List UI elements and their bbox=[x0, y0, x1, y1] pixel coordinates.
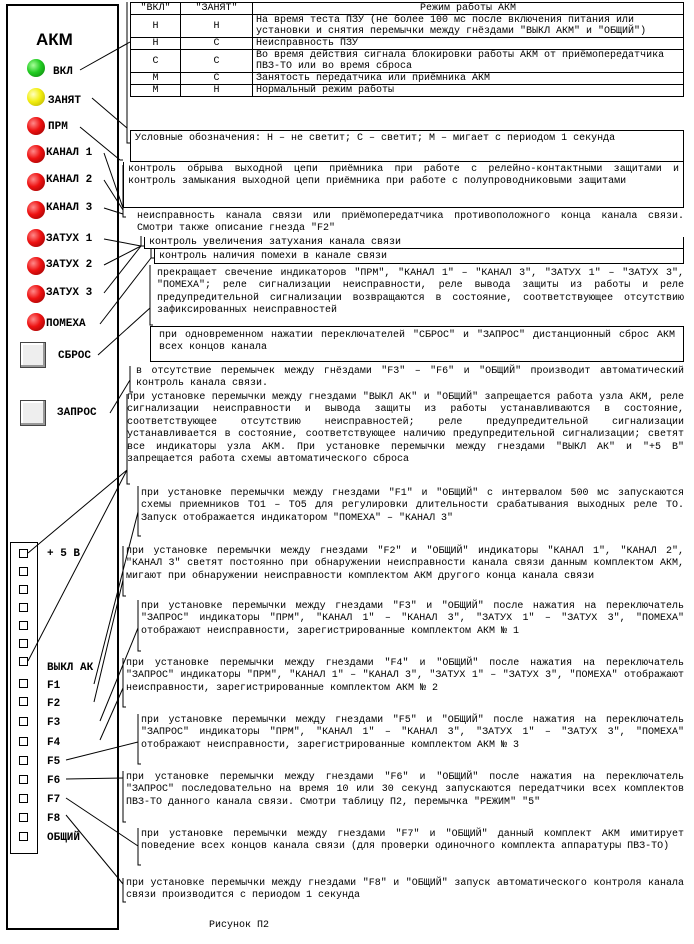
table-cell: Нормальный режим работы bbox=[253, 85, 684, 97]
table-cell: Во время действия сигнала блокировки работы АКМ от приёмопередатчика ПВЗ-ТО или во время сброса bbox=[253, 50, 684, 73]
led-vkl bbox=[27, 59, 45, 77]
desc-vykl-ak: при установке перемычки между гнездами "ВЫКЛ АК" и "ОБЩИЙ" запрещается работа узла АКМ, реле сигнализации неисправности и вывода защиты из работы устанавливаются в состояние, соответствующее отсутствию неисправностей; реле предупредительной сигнализации устанавливается в состояние, соответствующее наличию предупредительной сигнализации; светят все индикаторы узла АКМ. При установке перемычки между гнездами "ВЫКЛ АК" и "+5 В" запрещается работа схемы автоматического сброса bbox=[127, 392, 684, 466]
label-f1: F1 bbox=[47, 680, 61, 692]
desc-simultaneous: при одновременном нажатии переключателей "СБРОС" и "ЗАПРОС" дистанционный сброс АКМ всех концов канала bbox=[150, 326, 684, 362]
mode-table bbox=[130, 2, 684, 97]
table-cell: М bbox=[131, 73, 181, 85]
panel-title: АКМ bbox=[36, 30, 73, 49]
desc-zapros: в отсутствие перемычек между гнёздами "F3" – "F6" и "ОБЩИЙ" производит автоматический контроль канала связи. bbox=[136, 366, 684, 390]
label-plus5v: + 5 В bbox=[47, 548, 81, 560]
table-row bbox=[131, 50, 684, 73]
desc-kanal: неисправность канала связи или приёмопередатчика противоположного конца канала связи. Смотри также описание гнезда "F2" bbox=[137, 211, 684, 235]
table-row bbox=[131, 15, 684, 38]
led-kanal-3 bbox=[27, 201, 45, 219]
label-zanyat: ЗАНЯТ bbox=[48, 95, 82, 107]
label-pomeha: ПОМЕХА bbox=[46, 318, 86, 330]
jack-f2[interactable] bbox=[19, 697, 28, 706]
table-cell: Н bbox=[131, 15, 181, 38]
jack[interactable] bbox=[19, 621, 28, 630]
jack[interactable] bbox=[19, 585, 28, 594]
label-prm: ПРМ bbox=[48, 121, 68, 133]
jack-plus5v[interactable] bbox=[19, 549, 28, 558]
led-zatuh-2 bbox=[27, 257, 45, 275]
desc-f8: при установке перемычки между гнездами "F8" и "ОБЩИЙ" запуск автоматического контроля канала связи производится с периодом 1 секунда bbox=[126, 878, 684, 902]
jack[interactable] bbox=[19, 639, 28, 648]
label-zatuh-2: ЗАТУХ 2 bbox=[46, 259, 93, 271]
table-cell: М bbox=[131, 85, 181, 97]
table-cell: Н bbox=[181, 15, 253, 38]
table-cell: Неисправность ПЗУ bbox=[253, 38, 684, 50]
desc-f6: при установке перемычки между гнездами "F6" и "ОБЩИЙ" после нажатия на переключатель "ЗАПРОС" последовательно на время 10 или 30 секунд запускаются передатчики всех комплектов ПВЗ-ТО данного канала связи. Смотри таблицу П2, перемычка "РЕЖИМ" "5" bbox=[126, 772, 684, 808]
label-zatuh-1: ЗАТУХ 1 bbox=[46, 233, 93, 245]
jack[interactable] bbox=[19, 603, 28, 612]
table-cell: Н bbox=[131, 38, 181, 50]
jack-f4[interactable] bbox=[19, 737, 28, 746]
label-zatuh-3: ЗАТУХ 3 bbox=[46, 287, 93, 299]
jack-f5[interactable] bbox=[19, 756, 28, 765]
table-header-cell: Режим работы АКМ bbox=[253, 3, 684, 15]
zapros-button[interactable] bbox=[20, 400, 46, 426]
jack-f6[interactable] bbox=[19, 775, 28, 784]
desc-f1: при установке перемычки между гнездами "F1" и "ОБЩИЙ" с интервалом 500 мс запускаются схемы приемников ТО1 – ТО5 для регулировки длительности срабатывания выходных реле ТО. Запуск отображается индикатором "ПОМЕХА" – "КАНАЛ 3" bbox=[141, 488, 684, 524]
label-kanal-1: КАНАЛ 1 bbox=[46, 147, 93, 159]
table-cell: С bbox=[131, 50, 181, 73]
led-kanal-1 bbox=[27, 145, 45, 163]
leader-line-zapros-bracket bbox=[130, 366, 133, 392]
table-legend: Условные обозначения: Н – не светит; С – светит; М – мигает с периодом 1 секунда bbox=[130, 130, 684, 162]
desc-f3: при установке перемычки между гнездами "F3" и "ОБЩИЙ" после нажатия на переключатель "ЗАПРОС" индикаторы "ПРМ", "КАНАЛ 1" – "КАНАЛ 3", "ЗАТУХ 1" – "ЗАТУХ 3", "ПОМЕХА" отображают неисправности, зарегистрированные комплектом АКМ № 1 bbox=[141, 601, 684, 637]
label-kanal-2: КАНАЛ 2 bbox=[46, 174, 93, 186]
led-zanyat bbox=[27, 88, 45, 106]
label-f2: F2 bbox=[47, 698, 61, 710]
desc-zatuh: контроль увеличения затухания канала связи bbox=[144, 237, 684, 249]
table-header-cell: "ЗАНЯТ" bbox=[181, 3, 253, 15]
label-f4: F4 bbox=[47, 737, 61, 749]
table-header-row bbox=[131, 3, 684, 15]
jack-f8[interactable] bbox=[19, 813, 28, 822]
label-sbros: СБРОС bbox=[58, 350, 92, 362]
desc-f4: при установке перемычки между гнездами "F4" и "ОБЩИЙ" после нажатия на переключатель "ЗАПРОС" индикаторы "ПРМ", "КАНАЛ 1" – "КАНАЛ 3", "ЗАТУХ 1" – "ЗАТУХ 3", "ПОМЕХА" отображают неисправности, зарегистрированные комплектом АКМ № 2 bbox=[126, 658, 684, 694]
led-pomeha bbox=[27, 313, 45, 331]
label-f3: F3 bbox=[47, 717, 61, 729]
desc-sbros: прекращает свечение индикаторов "ПРМ", "КАНАЛ 1" – "КАНАЛ 3", "ЗАТУХ 1" – "ЗАТУХ 3", "ПОМЕХА"; реле сигнализации неисправности, реле вывода защиты из работы и реле предупредительной сигнализации возвращаются в состояние, соответствующее отсутствию зафиксированных неисправностей bbox=[157, 268, 684, 317]
jack-f3[interactable] bbox=[19, 717, 28, 726]
table-row bbox=[131, 38, 684, 50]
jack-vykl-ak[interactable] bbox=[19, 657, 28, 666]
led-zatuh-3 bbox=[27, 285, 45, 303]
table-cell: На время теста ПЗУ (не более 100 мс после включения питания или установки и снятия перемычки между гнёздами "ВЫКЛ АКМ" и "ОБЩИЙ") bbox=[253, 15, 684, 38]
label-f6: F6 bbox=[47, 775, 61, 787]
jack-f7[interactable] bbox=[19, 794, 28, 803]
label-vkl: ВКЛ bbox=[53, 66, 73, 78]
led-prm bbox=[27, 117, 45, 135]
jack[interactable] bbox=[19, 567, 28, 576]
label-common: ОБЩИЙ bbox=[47, 832, 81, 844]
leader-line-sbros-bracket bbox=[150, 265, 153, 325]
label-vykl-ak: ВЫКЛ АК bbox=[47, 662, 94, 674]
jack-f1[interactable] bbox=[19, 679, 28, 688]
jack-common[interactable] bbox=[19, 832, 28, 841]
desc-prm: контроль обрыва выходной цепи приёмника при работе с релейно-контактными защитами и контроль замыкания выходной цепи приёмника при работе с полупроводниковыми защитами bbox=[123, 162, 684, 208]
desc-f5: при установке перемычки между гнездами "F5" и "ОБЩИЙ" после нажатия на переключатель "ЗАПРОС" индикаторы "ПРМ", "КАНАЛ 1" – "КАНАЛ 3", "ЗАТУХ 1" – "ЗАТУХ 3", "ПОМЕХА" отображают неисправности, зарегистрированные комплектом АКМ № 3 bbox=[141, 715, 684, 751]
table-row bbox=[131, 73, 684, 85]
table-cell: С bbox=[181, 73, 253, 85]
table-cell: Н bbox=[181, 85, 253, 97]
table-row bbox=[131, 85, 684, 97]
table-cell: Занятость передатчика или приёмника АКМ bbox=[253, 73, 684, 85]
table-header-cell: "ВКЛ" bbox=[131, 3, 181, 15]
desc-pomeha: контроль наличия помехи в канале связи bbox=[154, 249, 684, 264]
desc-f7: при установке перемычки между гнездами "F7" и "ОБЩИЙ" данный комплект АКМ имитирует поведение всех концов канала связи (для проверки одиночного комплекта аппаратуры ПВЗ-ТО) bbox=[141, 829, 684, 853]
led-zatuh-1 bbox=[27, 229, 45, 247]
figure-caption: Рисунок П2 bbox=[209, 920, 270, 931]
led-kanal-2 bbox=[27, 173, 45, 191]
sbros-button[interactable] bbox=[20, 342, 46, 368]
table-cell: С bbox=[181, 50, 253, 73]
label-f8: F8 bbox=[47, 813, 61, 825]
label-f5: F5 bbox=[47, 756, 61, 768]
desc-f2: при установке перемычки между гнездами "F2" и "ОБЩИЙ" индикаторы "КАНАЛ 1", "КАНАЛ 2", "КАНАЛ 3" светят постоянно при обнаружении неисправности канала связи данным комплектом АКМ, мигают при обнаружении неисправности комплектом АКМ другого конца канала связи bbox=[126, 546, 684, 582]
table-cell: С bbox=[181, 38, 253, 50]
label-kanal-3: КАНАЛ 3 bbox=[46, 202, 93, 214]
label-f7: F7 bbox=[47, 794, 61, 806]
label-zapros: ЗАПРОС bbox=[57, 407, 97, 419]
